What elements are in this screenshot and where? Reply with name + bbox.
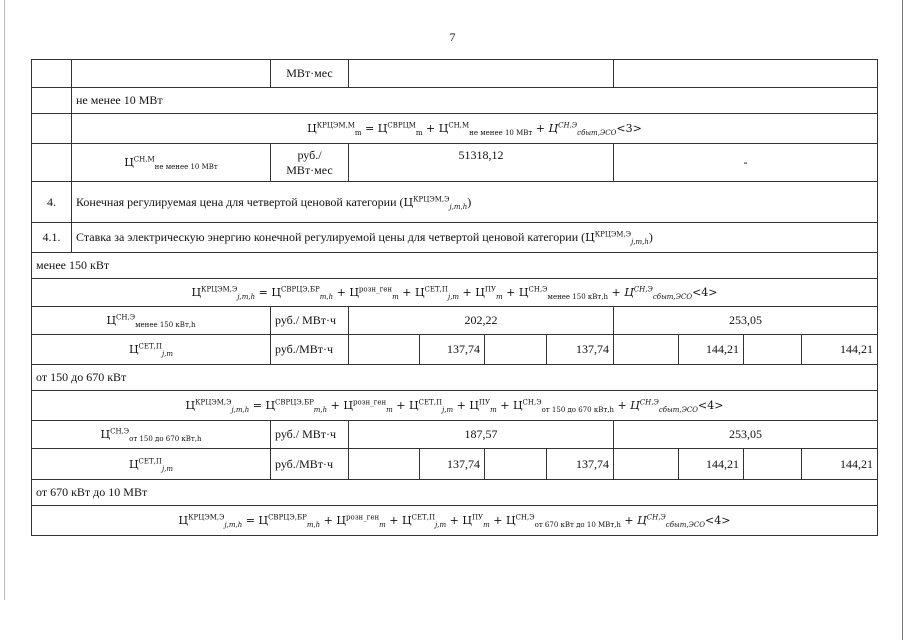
symbol-cn-e: $Ц^{СН,Э}_{от 150 до 670 кВт,h}$ (32, 421, 271, 449)
table-row (32, 223, 878, 253)
cell-empty (485, 449, 547, 480)
value-cell: 202,22 (349, 307, 614, 335)
cell-empty (744, 449, 802, 480)
table-row (32, 449, 878, 480)
section-heading: Конечная регулируемая цена для четвертой ценовой категории $(Ц^{КРЦЭМ,Э}_{j,m,h})$ (72, 182, 878, 223)
value-cell: 144,21 (679, 449, 744, 480)
symbol-cn-e: $Ц^{СН,Э}_{менее 150 кВт,h}$ (32, 307, 271, 335)
cell-empty (32, 114, 72, 144)
formula-3: $Ц^{КРЦЭМ,М}_m = Ц^{СВРЦМ}_m + Ц^{СН,М}_{не менее 10 МВт} + Ц^{СН,Э}_{сбыт,ЭСО}<3>$ (72, 114, 878, 144)
value-cell: 137,74 (420, 449, 485, 480)
unit-line-1: руб./ (297, 147, 322, 162)
table-row (32, 480, 878, 506)
table-row (32, 144, 878, 182)
unit-cell: руб./ МВт·ч (271, 307, 349, 335)
table-row (32, 335, 878, 365)
table-row (32, 391, 878, 421)
scan-edge-left (4, 0, 5, 600)
cell-empty (614, 335, 679, 365)
table-row (32, 114, 878, 144)
symbol-set-p: $Ц^{СЕТ,П}_{j,m}$ (32, 449, 271, 480)
section-heading: Ставка за электрическую энергию конечной регулируемой цены для четвертой ценовой категории $(Ц^{КРЦЭМ,Э}_{j,m,h})$ (72, 223, 878, 253)
cell-empty (32, 60, 72, 88)
formula-4-150-670: $Ц^{КРЦЭМ,Э}_{j,m,h} = Ц^{СВРЦЭ,БР}_{m,h} + Ц^{розн\_ген}_m + Ц^{СЕТ,П}_{j,m} + Ц^{ПУ}_m + Ц^{СН,Э}_{от 150 до 670 кВт,h} + Ц^{СН,Э}_{сбыт,ЭСО}<4>$ (32, 391, 878, 421)
table-row (32, 60, 878, 88)
table-row (32, 421, 878, 449)
table-row (32, 365, 878, 391)
table-row (32, 506, 878, 536)
dash-cell: - (614, 144, 878, 182)
section-number: 4. (32, 182, 72, 223)
value-cell: 253,05 (614, 421, 878, 449)
page-number: 7 (449, 30, 456, 44)
formula-4-lt150: $Ц^{КРЦЭМ,Э}_{j,m,h} = Ц^{СВРЦЭ,БР}_{m,h} + Ц^{розн\_ген}_m + Ц^{СЕТ,П}_{j,m} + Ц^{ПУ}_m + Ц^{СН,Э}_{менее 150 кВт,h} + Ц^{СН,Э}_{сбыт,ЭСО}<4>$ (32, 279, 878, 307)
value-cell: 51318,12 (349, 144, 614, 182)
table-row (32, 253, 878, 279)
symbol-cn-m: $Ц^{СН,М}_{не менее 10 МВт}$ (72, 144, 271, 182)
cell-empty (614, 449, 679, 480)
table-row (32, 307, 878, 335)
table-row (32, 279, 878, 307)
value-cell: 144,21 (802, 335, 878, 365)
value-cell: 137,74 (420, 335, 485, 365)
value-cell: 137,74 (547, 335, 614, 365)
cell-empty (485, 335, 547, 365)
symbol-set-p: $Ц^{СЕТ,П}_{j,m}$ (32, 335, 271, 365)
group-label: менее 150 кВт (32, 253, 878, 279)
cell-empty (614, 60, 878, 88)
value-cell: 137,74 (547, 449, 614, 480)
group-label: от 670 кВт до 10 МВт (32, 480, 878, 506)
value-cell: 253,05 (614, 307, 878, 335)
section-number: 4.1. (32, 223, 72, 253)
unit-cell: руб./МВт·ч (271, 335, 349, 365)
cell-empty (349, 449, 420, 480)
unit-cell: МВт·мес (271, 60, 349, 88)
cell-empty (32, 88, 72, 114)
cell-empty (349, 335, 420, 365)
unit-cell: руб./ МВт·ч (271, 421, 349, 449)
cell-empty (72, 60, 271, 88)
value-cell: 144,21 (802, 449, 878, 480)
cell-empty (32, 144, 72, 182)
tariff-table (31, 59, 878, 536)
scan-edge-right (902, 0, 903, 640)
unit-cell (271, 144, 349, 182)
value-cell: 144,21 (679, 335, 744, 365)
formula-4-670-10mw: $Ц^{КРЦЭМ,Э}_{j,m,h} = Ц^{СВРЦЭ,БР}_{m,h} + Ц^{розн\_ген}_m + Ц^{СЕТ,П}_{j,m} + Ц^{ПУ}_m + Ц^{СН,Э}_{от 670 кВт до 10 МВт,h} + Ц^{СН,Э}_{сбыт,ЭСО}<4>$ (32, 506, 878, 536)
table-row (32, 182, 878, 223)
unit-line-2: МВт·мес (286, 162, 333, 177)
cell-empty (349, 60, 614, 88)
unit-cell: руб./МВт·ч (271, 449, 349, 480)
value-cell: 187,57 (349, 421, 614, 449)
table-row (32, 88, 878, 114)
group-label: от 150 до 670 кВт (32, 365, 878, 391)
cell-empty (744, 335, 802, 365)
group-label: не менее 10 МВт (72, 88, 878, 114)
